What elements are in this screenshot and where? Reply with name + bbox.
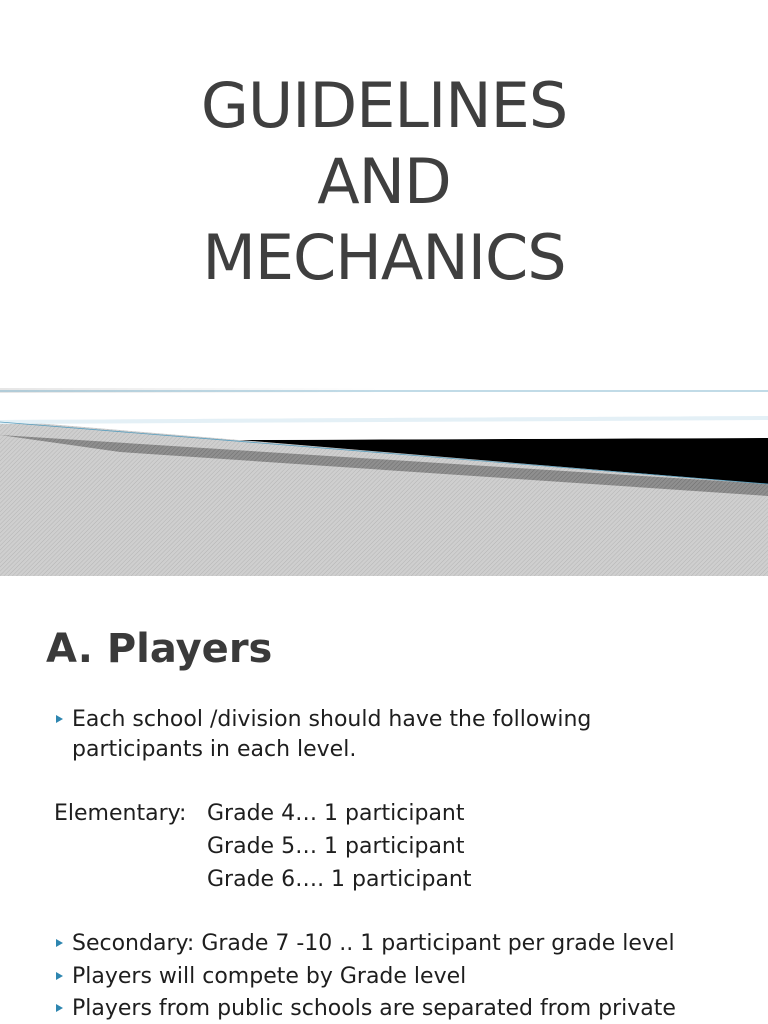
slide-title bbox=[0, 68, 768, 296]
intro-bullet-line-2: participants in each level. bbox=[72, 737, 357, 762]
title-line-3: MECHANICS bbox=[202, 221, 566, 294]
title-line-2: AND bbox=[317, 145, 451, 218]
bullet-marker-icon bbox=[56, 1004, 63, 1012]
bullet-public-private: Players from public schools are separated from private bbox=[72, 996, 676, 1021]
content-slide bbox=[0, 576, 768, 1024]
decorative-wave-band bbox=[0, 380, 768, 576]
bullet-compete: Players will compete by Grade level bbox=[72, 964, 467, 989]
bullet-secondary: Secondary: Grade 7 -10 .. 1 participant per grade level bbox=[72, 931, 675, 956]
section-heading: A. Players bbox=[46, 626, 273, 672]
elementary-row: Grade 6…. 1 participant bbox=[207, 867, 472, 892]
elementary-row: Grade 5… 1 participant bbox=[207, 834, 465, 859]
intro-bullet-line-1: Each school /division should have the following bbox=[72, 707, 592, 732]
elementary-row: Grade 4… 1 participant bbox=[207, 801, 465, 826]
bullet-marker-icon bbox=[56, 972, 63, 980]
elementary-label: Elementary: bbox=[54, 801, 187, 826]
bullet-marker-icon bbox=[56, 939, 63, 947]
bullet-marker-icon bbox=[56, 715, 63, 723]
title-line-1: GUIDELINES bbox=[200, 69, 568, 142]
